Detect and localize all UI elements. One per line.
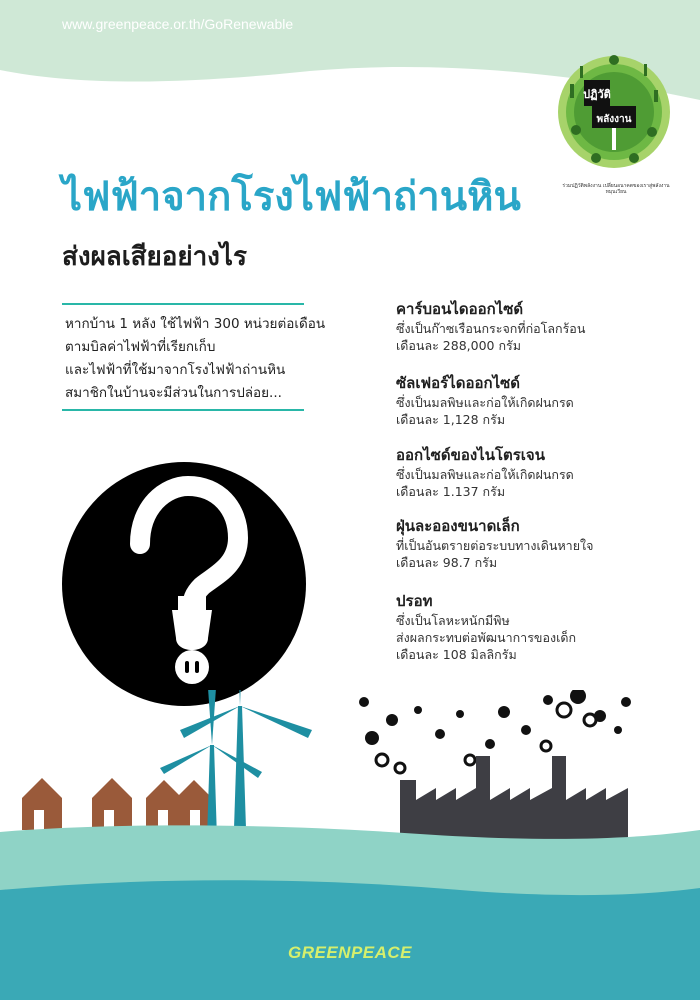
pollutant-desc: ที่เป็นอันตรายต่อระบบทางเดินหายใจ: [396, 538, 594, 553]
question-plug-icon: [62, 462, 306, 706]
smoke-particles: [359, 690, 654, 749]
pollutant-amount: เดือนละ 108 มิลลิกรัม: [396, 647, 517, 662]
pollutant-item-nox: [396, 444, 686, 500]
houses: [22, 778, 212, 830]
pollutant-name: ปรอท: [396, 592, 433, 610]
intro-line: สมาชิกในบ้านจะมีส่วนในการปล่อย...: [65, 385, 282, 401]
pollutant-amount: เดือนละ 1.137 กรัม: [396, 484, 506, 499]
pollutant-item-co2: [396, 298, 686, 354]
pollutant-name: ออกไซด์ของไนโตรเจน: [396, 446, 545, 464]
page-title: ไฟฟ้าจากโรงไฟฟ้าถ่านหิน: [62, 174, 521, 220]
pollutant-item-pm: [396, 515, 686, 571]
intro-line: ตามบิลค่าไฟฟ้าที่เรียกเก็บ: [65, 339, 216, 355]
pollutant-desc: ซึ่งเป็นโลหะหนักมีพิษ: [396, 613, 510, 628]
pollutant-desc: ซึ่งเป็นมลพิษและก่อให้เกิดฝนกรด: [396, 395, 574, 410]
pollutant-item-so2: [396, 372, 686, 428]
pollutant-name: ฝุ่นละอองขนาดเล็ก: [396, 517, 520, 535]
logo-title-2: พลังงาน: [596, 114, 632, 125]
greenpeace-logo: GREENPEACE: [287, 943, 413, 962]
pollutant-amount: เดือนละ 1,128 กรัม: [396, 412, 506, 427]
pollutant-desc-2: ส่งผลกระทบต่อพัฒนาการของเด็ก: [396, 630, 577, 645]
pollutant-desc: ซึ่งเป็นก๊าซเรือนกระจกที่ก่อโลกร้อน: [396, 321, 586, 336]
pollutant-desc: ซึ่งเป็นมลพิษและก่อให้เกิดฝนกรด: [396, 467, 574, 482]
intro-line: และไฟฟ้าที่ใช้มาจากโรงไฟฟ้าถ่านหิน: [65, 362, 286, 378]
page-subtitle: ส่งผลเสียอย่างไร: [62, 242, 247, 272]
pollutant-amount: เดือนละ 288,000 กรัม: [396, 338, 521, 353]
factories: [400, 756, 628, 840]
logo-title-1: ปฏิวัติ: [583, 88, 611, 101]
pollutant-name: ซัลเฟอร์ไดออกไซด์: [396, 374, 521, 392]
intro-box: [62, 303, 326, 411]
energy-revolution-logo: [556, 40, 674, 190]
intro-line: หากบ้าน 1 หลัง ใช้ไฟฟ้า 300 หน่วยต่อเดือน: [65, 316, 326, 332]
logo-caption: ร่วมปฏิวัติพลังงาน เปลี่ยนอนาคตของเราสู่พลังงานหมุนเวียน: [562, 183, 670, 195]
pollutant-name: คาร์บอนไดออกไซด์: [396, 300, 524, 318]
pollutant-amount: เดือนละ 98.7 กรัม: [396, 555, 498, 570]
pollutant-item-mercury: [396, 590, 686, 663]
website-link[interactable]: www.greenpeace.or.th/GoRenewable: [62, 16, 294, 32]
globe-icon: [558, 55, 670, 168]
